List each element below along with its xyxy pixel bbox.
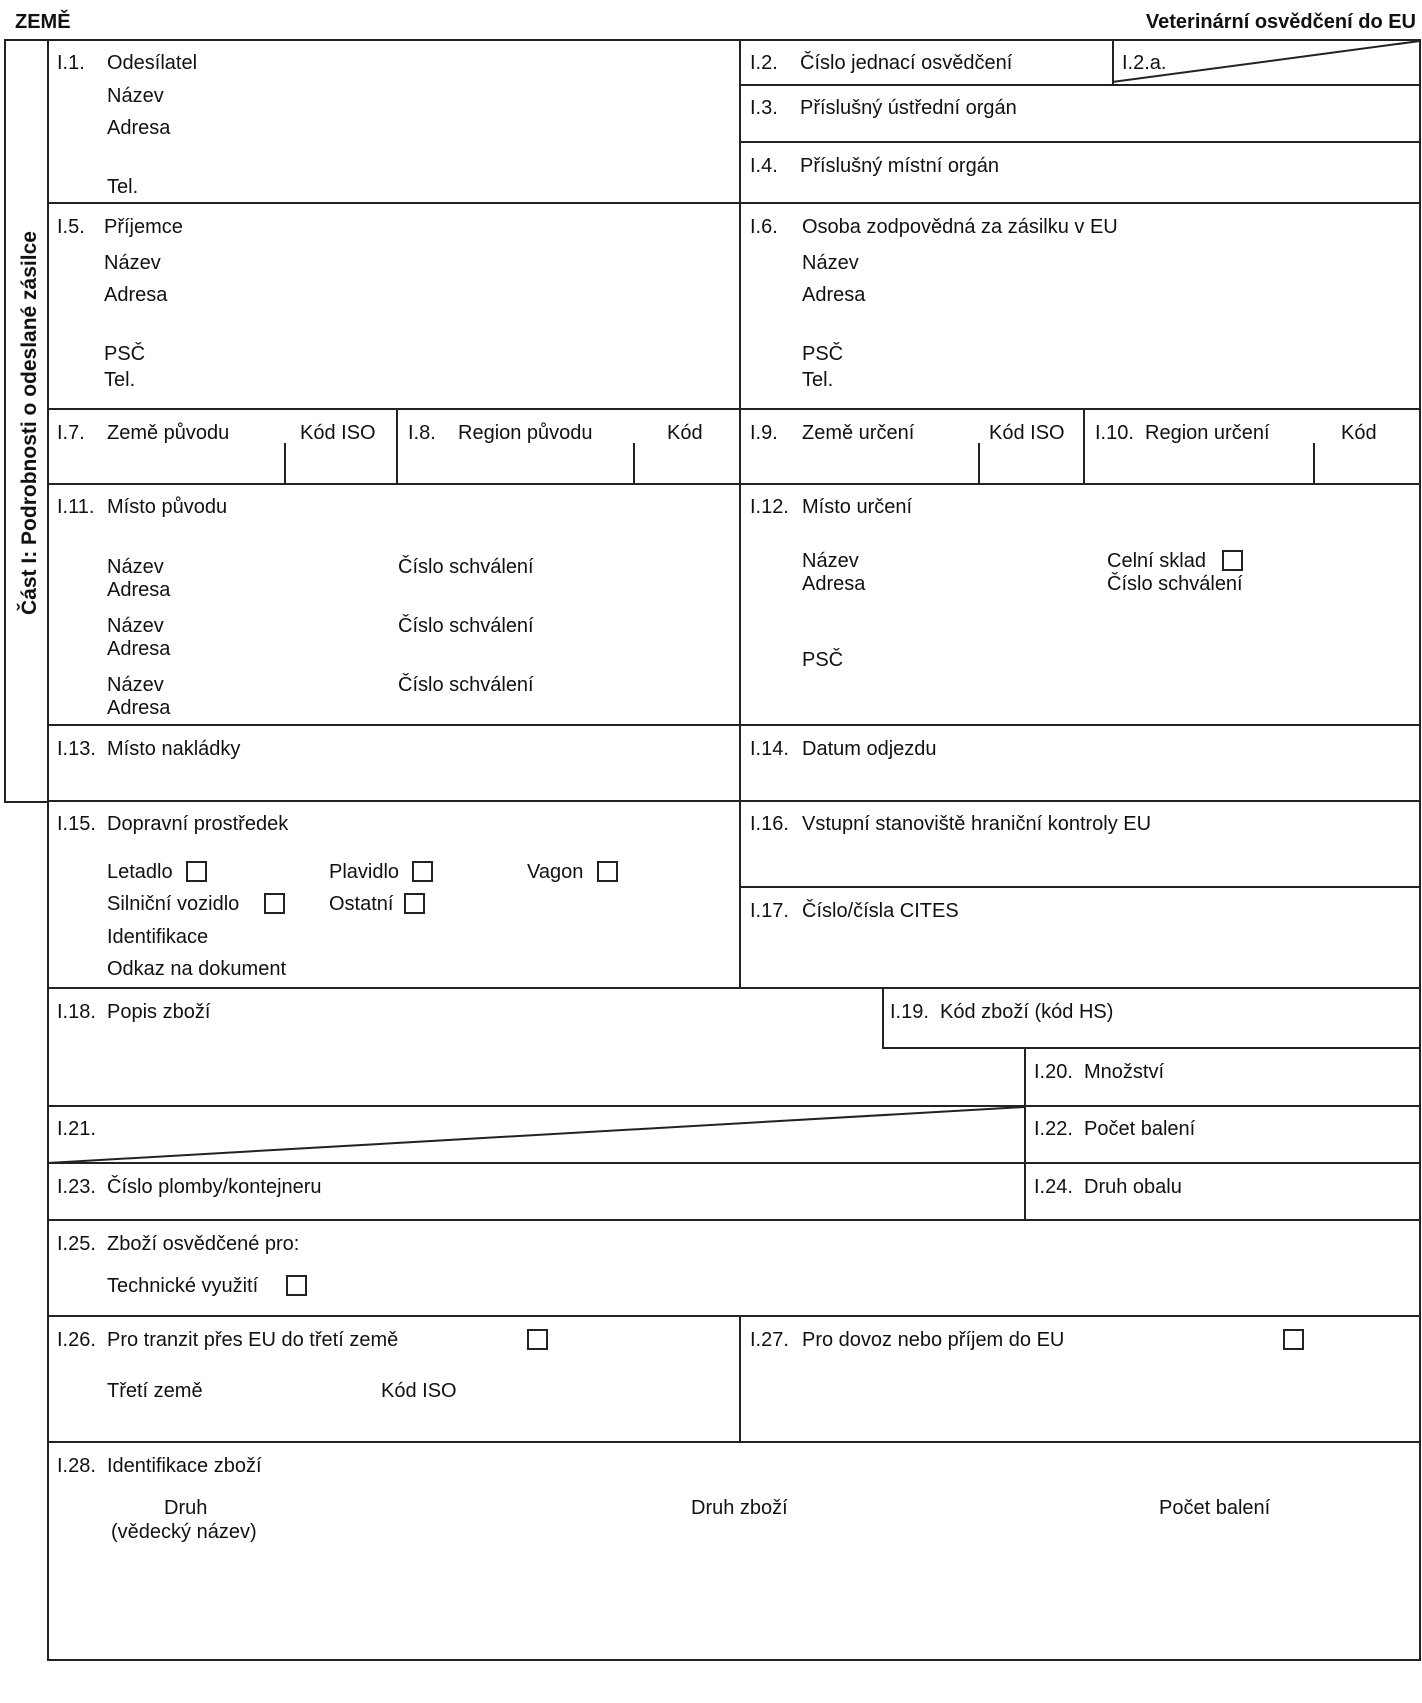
b24-num: I.24. [1034,1176,1073,1198]
line-b20-top [882,1047,1420,1049]
b28-num: I.28. [57,1455,96,1477]
b23-num: I.23. [57,1176,96,1198]
b9-title: Země určení [802,422,915,444]
b15-other-label: Ostatní [329,893,394,915]
line-b4-top [740,141,1420,143]
b5-address-label: Adresa [104,284,168,306]
b17-title: Číslo/čísla CITES [802,900,959,922]
b18-title: Popis zboží [107,1001,211,1023]
b2-num: I.2. [750,52,778,74]
b1-name-label: Název [107,85,164,107]
b12-title: Místo určení [802,496,913,518]
b1-title: Odesílatel [107,52,198,74]
b26-title: Pro tranzit přes EU do třetí země [107,1329,399,1351]
b25-tech-label: Technické využití [107,1275,259,1297]
b1-phone-label: Tel. [107,176,139,198]
b28-col-goods-type: Druh zboží [691,1497,788,1519]
b16-title: Vstupní stanoviště hraniční kontroly EU [802,813,1152,835]
b12-customs-label: Celní sklad [1107,550,1206,572]
b2a-num: I.2.a. [1122,52,1167,74]
b15-aircraft-label: Letadlo [107,861,173,883]
b18-num: I.18. [57,1001,96,1023]
tick-b10 [1313,443,1315,484]
b22-num: I.22. [1034,1118,1073,1140]
b27-num: I.27. [750,1329,789,1351]
b28-col-species: Druh [164,1497,208,1519]
side-label-bottom [4,801,48,803]
b15-other-checkbox[interactable] [404,893,425,914]
b25-title: Zboží osvědčené pro: [107,1233,300,1255]
b10-title: Region určení [1145,422,1270,444]
b15-ident-label: Identifikace [107,926,209,948]
b28-title: Identifikace zboží [107,1455,262,1477]
b5-title: Příjemce [104,216,183,238]
b14-title: Datum odjezdu [802,738,937,760]
b8-num: I.8. [408,422,436,444]
b11-approval-2: Číslo schválení [398,615,534,637]
b12-num: I.12. [750,496,789,518]
bottom-border [47,1659,1421,1661]
b1-address-label: Adresa [107,117,171,139]
b20-title: Množství [1084,1061,1165,1083]
line-b25-top [47,1219,1420,1221]
tick-b7 [284,443,286,484]
tick-b8 [633,443,635,484]
b26-third-label: Třetí země [107,1380,203,1402]
line-b17-top [740,886,1420,888]
b11-address-2: Adresa [107,638,171,660]
col-divider-b10 [1083,408,1085,484]
b15-wagon-label: Vagon [527,861,584,883]
b11-name-3: Název [107,674,164,696]
b12-postcode-label: PSČ [802,649,844,671]
top-border [4,39,1421,41]
b12-name-label: Název [802,550,859,572]
b10-num: I.10. [1095,422,1134,444]
line-b28-top [47,1441,1420,1443]
b6-address-label: Adresa [802,284,866,306]
b4-title: Příslušný místní orgán [800,155,999,177]
b21-num: I.21. [57,1118,96,1140]
b11-name-1: Název [107,556,164,578]
b25-num: I.25. [57,1233,96,1255]
b6-postcode-label: PSČ [802,343,844,365]
b27-title: Pro dovoz nebo příjem do EU [802,1329,1065,1351]
b12-approval-label: Číslo schválení [1107,573,1243,595]
b15-num: I.15. [57,813,96,835]
b11-address-1: Adresa [107,579,171,601]
b8-title: Region původu [458,422,593,444]
line-b26-top [47,1315,1420,1317]
col-divider-b19 [882,987,884,1049]
b27-checkbox[interactable] [1283,1329,1304,1350]
b28-col-packages: Počet balení [1159,1497,1271,1519]
b14-num: I.14. [750,738,789,760]
b3-num: I.3. [750,97,778,119]
b20-num: I.20. [1034,1061,1073,1083]
b19-title: Kód zboží (kód HS) [940,1001,1114,1023]
b7-title: Země původu [107,422,230,444]
tick-b9 [978,443,980,484]
line-b7-top [47,408,1420,410]
b15-vessel-checkbox[interactable] [412,861,433,882]
b26-num: I.26. [57,1329,96,1351]
b12-address-label: Adresa [802,573,866,595]
b11-num: I.11. [57,496,95,518]
b26-iso-label: Kód ISO [381,1380,457,1402]
b8-code-label: Kód [667,422,703,444]
b17-num: I.17. [750,900,789,922]
b11-title: Místo původu [107,496,228,518]
b26-checkbox[interactable] [527,1329,548,1350]
b28-col-species-sub: (vědecký název) [111,1521,257,1543]
line-b3-top [740,84,1420,86]
b4-num: I.4. [750,155,778,177]
line-b18-top [47,987,1420,989]
b16-num: I.16. [750,813,789,835]
b15-title: Dopravní prostředek [107,813,289,835]
b22-title: Počet balení [1084,1118,1196,1140]
b24-title: Druh obalu [1084,1176,1182,1198]
b15-vessel-label: Plavidlo [329,861,400,883]
b11-approval-3: Číslo schválení [398,674,534,696]
b5-phone-label: Tel. [104,369,136,391]
left-outer-border [4,39,6,802]
line-b13-top [47,724,1420,726]
b1-num: I.1. [57,52,85,74]
line-b23-top [47,1162,1420,1164]
b5-num: I.5. [57,216,85,238]
side-label: Část I: Podrobnosti o odeslané zásilce [18,231,41,615]
b7-iso-label: Kód ISO [300,422,376,444]
b3-title: Příslušný ústřední orgán [800,97,1017,119]
col-divider-b20 [1024,1047,1026,1220]
b13-title: Místo nakládky [107,738,241,760]
b6-title: Osoba zodpovědná za zásilku v EU [802,216,1118,238]
b6-num: I.6. [750,216,778,238]
b11-address-3: Adresa [107,697,171,719]
b25-tech-checkbox[interactable] [286,1275,307,1296]
b6-name-label: Název [802,252,859,274]
col-divider-b2a [1112,39,1114,85]
b15-road-label: Silniční vozidlo [107,893,240,915]
line-b21-top [47,1105,1420,1107]
line-b5-top [47,202,1420,204]
b12-customs-checkbox[interactable] [1222,550,1243,571]
certificate-title: Veterinární osvědčení do EU [1145,11,1416,33]
b13-num: I.13. [57,738,96,760]
b10-code-label: Kód [1341,422,1377,444]
b9-iso-label: Kód ISO [989,422,1065,444]
b7-num: I.7. [57,422,85,444]
b15-docref-label: Odkaz na dokument [107,958,286,980]
b2-title: Číslo jednací osvědčení [800,52,1013,74]
line-b11-top [47,483,1420,485]
b5-name-label: Název [104,252,161,274]
country-heading: ZEMĚ [15,11,71,33]
b15-wagon-checkbox[interactable] [597,861,618,882]
b9-num: I.9. [750,422,778,444]
col-divider-b8 [396,408,398,484]
b11-name-2: Název [107,615,164,637]
col-divider-b27 [739,1315,741,1442]
b19-num: I.19. [890,1001,929,1023]
b23-title: Číslo plomby/kontejneru [107,1176,322,1198]
b15-road-checkbox[interactable] [264,893,285,914]
b6-phone-label: Tel. [802,369,834,391]
line-b15-top [47,800,1420,802]
b15-aircraft-checkbox[interactable] [186,861,207,882]
col-divider-1 [739,39,741,987]
b11-approval-1: Číslo schválení [398,556,534,578]
inner-left-border [47,39,49,1661]
b5-postcode-label: PSČ [104,343,146,365]
right-border [1419,39,1421,1661]
